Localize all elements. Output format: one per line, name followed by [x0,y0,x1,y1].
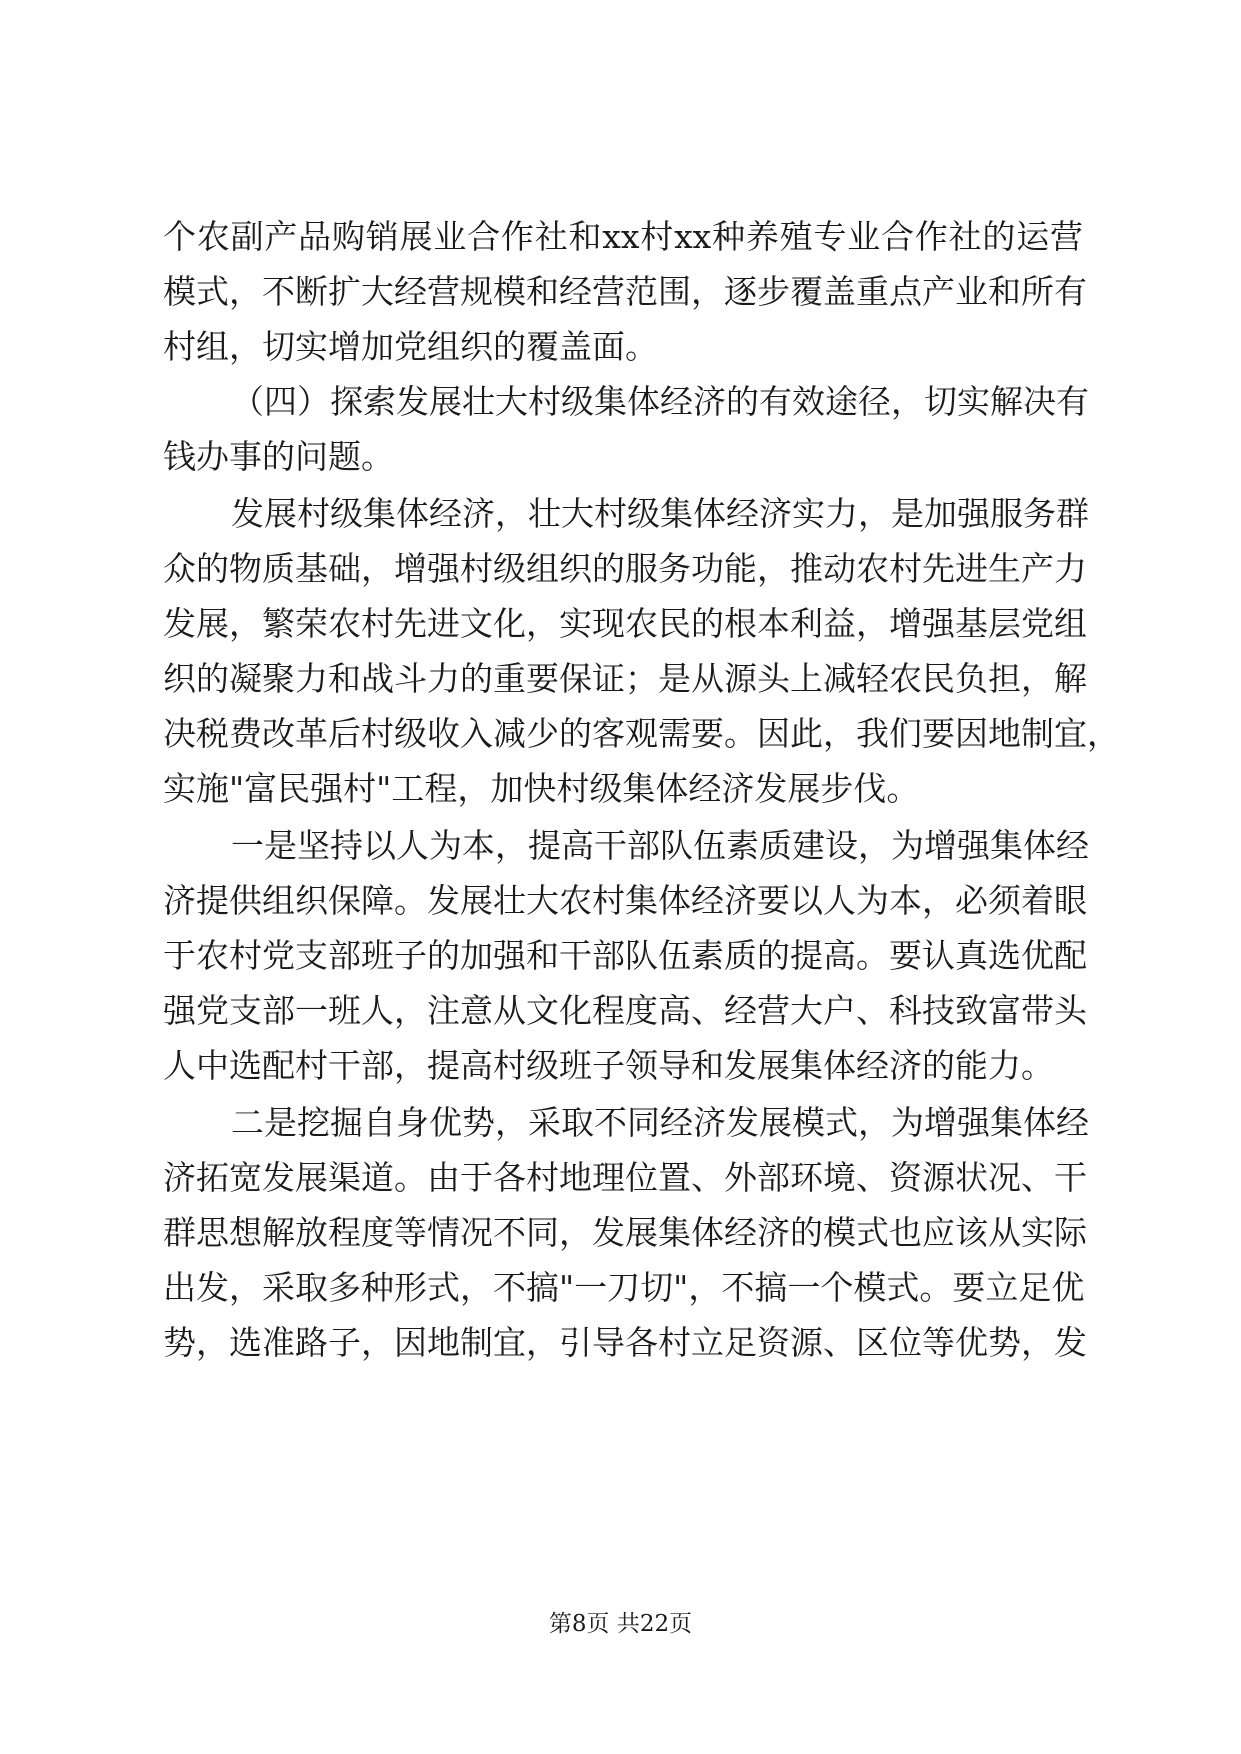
paragraph-line: 济拓宽发展渠道。由于各村地理位置、外部环境、资源状况、干 [163,1158,1087,1197]
paragraph-line: 实施"富民强村"工程，加快村级集体经济发展步伐。 [163,769,920,808]
paragraph-line: 二是挖掘自身优势，采取不同经济发展模式，为增强集体经 [231,1103,1089,1142]
paragraph-line: 发展，繁荣农村先进文化，实现农民的根本利益，增强基层党组 [163,604,1087,643]
paragraph-line: 群思想解放程度等情况不同，发展集体经济的模式也应该从实际 [163,1213,1087,1252]
paragraph-line: 发展村级集体经济，壮大村级集体经济实力，是加强服务群 [231,494,1089,533]
paragraph-line: 人中选配村干部，提高村级班子领导和发展集体经济的能力。 [163,1046,1054,1085]
paragraph-line: 出发，采取多种形式，不搞"一刀切"，不搞一个模式。要立足优 [163,1268,1085,1307]
section-heading-line: （四）探索发展壮大村级集体经济的有效途径，切实解决有 [231,382,1089,421]
section-heading-line: 钱办事的问题。 [163,437,394,476]
paragraph-line: 一是坚持以人为本，提高干部队伍素质建设，为增强集体经 [231,826,1089,865]
page-number-footer: 第8页 共22页 [548,1611,693,1637]
paragraph-line: 个农副产品购销展业合作社和xx村xx种养殖专业合作社的运营 [163,217,1083,256]
paragraph-line: 济提供组织保障。发展壮大农村集体经济要以人为本，必须着眼 [163,881,1087,920]
paragraph-line: 模式，不断扩大经营规模和经营范围，逐步覆盖重点产业和所有 [163,272,1087,311]
paragraph-line: 众的物质基础，增强村级组织的服务功能，推动农村先进生产力 [163,549,1087,588]
paragraph-line: 决税费改革后村级收入减少的客观需要。因此，我们要因地制宜， [163,714,1120,753]
paragraph-line: 村组，切实增加党组织的覆盖面。 [163,327,658,366]
paragraph-line: 于农村党支部班子的加强和干部队伍素质的提高。要认真选优配 [163,936,1087,975]
paragraph-line: 强党支部一班人，注意从文化程度高、经营大户、科技致富带头 [163,991,1087,1030]
paragraph-line: 势，选准路子，因地制宜，引导各村立足资源、区位等优势，发 [163,1323,1087,1362]
paragraph-line: 织的凝聚力和战斗力的重要保证；是从源头上减轻农民负担，解 [163,659,1087,698]
